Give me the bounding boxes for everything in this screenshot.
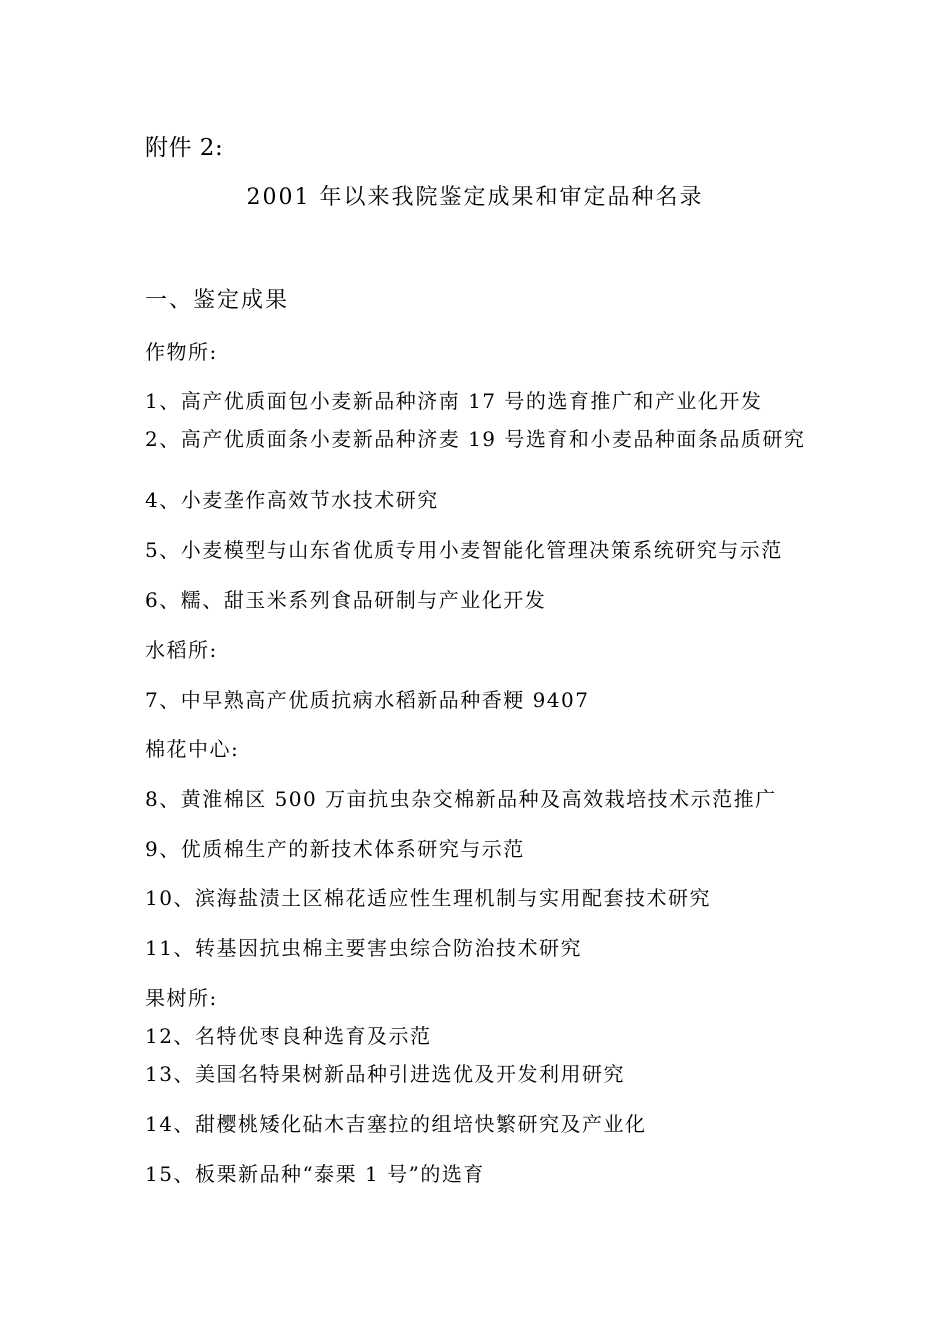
unit-heading: 棉花中心: — [145, 737, 240, 761]
list-item: 9、优质棉生产的新技术体系研究与示范 — [145, 837, 525, 861]
unit-heading: 作物所: — [145, 340, 218, 364]
attachment-label: 附件 2: — [145, 135, 224, 161]
list-item: 6、糯、甜玉米系列食品研制与产业化开发 — [145, 588, 547, 612]
list-item: 4、小麦垄作高效节水技术研究 — [145, 488, 439, 512]
list-item: 2、高产优质面条小麦新品种济麦 19 号选育和小麦品种面条品质研究 — [145, 427, 806, 451]
list-item: 10、滨海盐渍土区棉花适应性生理机制与实用配套技术研究 — [145, 886, 711, 910]
unit-heading: 水稻所: — [145, 638, 218, 662]
list-item: 13、美国名特果树新品种引进选优及开发利用研究 — [145, 1062, 625, 1086]
list-item: 1、高产优质面包小麦新品种济南 17 号的选育推广和产业化开发 — [145, 389, 763, 413]
list-item: 12、名特优枣良种选育及示范 — [145, 1024, 432, 1048]
list-item: 7、中早熟高产优质抗病水稻新品种香粳 9407 — [145, 688, 590, 712]
list-item: 5、小麦模型与山东省优质专用小麦智能化管理决策系统研究与示范 — [145, 538, 783, 562]
section-heading: 一、鉴定成果 — [145, 288, 290, 313]
document-title: 2001 年以来我院鉴定成果和审定品种名录 — [246, 185, 704, 210]
list-item: 14、甜樱桃矮化砧木吉塞拉的组培快繁研究及产业化 — [145, 1112, 647, 1136]
list-item: 11、转基因抗虫棉主要害虫综合防治技术研究 — [145, 936, 582, 960]
list-item: 15、板栗新品种“泰栗 1 号”的选育 — [145, 1162, 485, 1186]
unit-heading: 果树所: — [145, 986, 218, 1010]
list-item: 8、黄淮棉区 500 万亩抗虫杂交棉新品种及高效栽培技术示范推广 — [145, 787, 777, 811]
